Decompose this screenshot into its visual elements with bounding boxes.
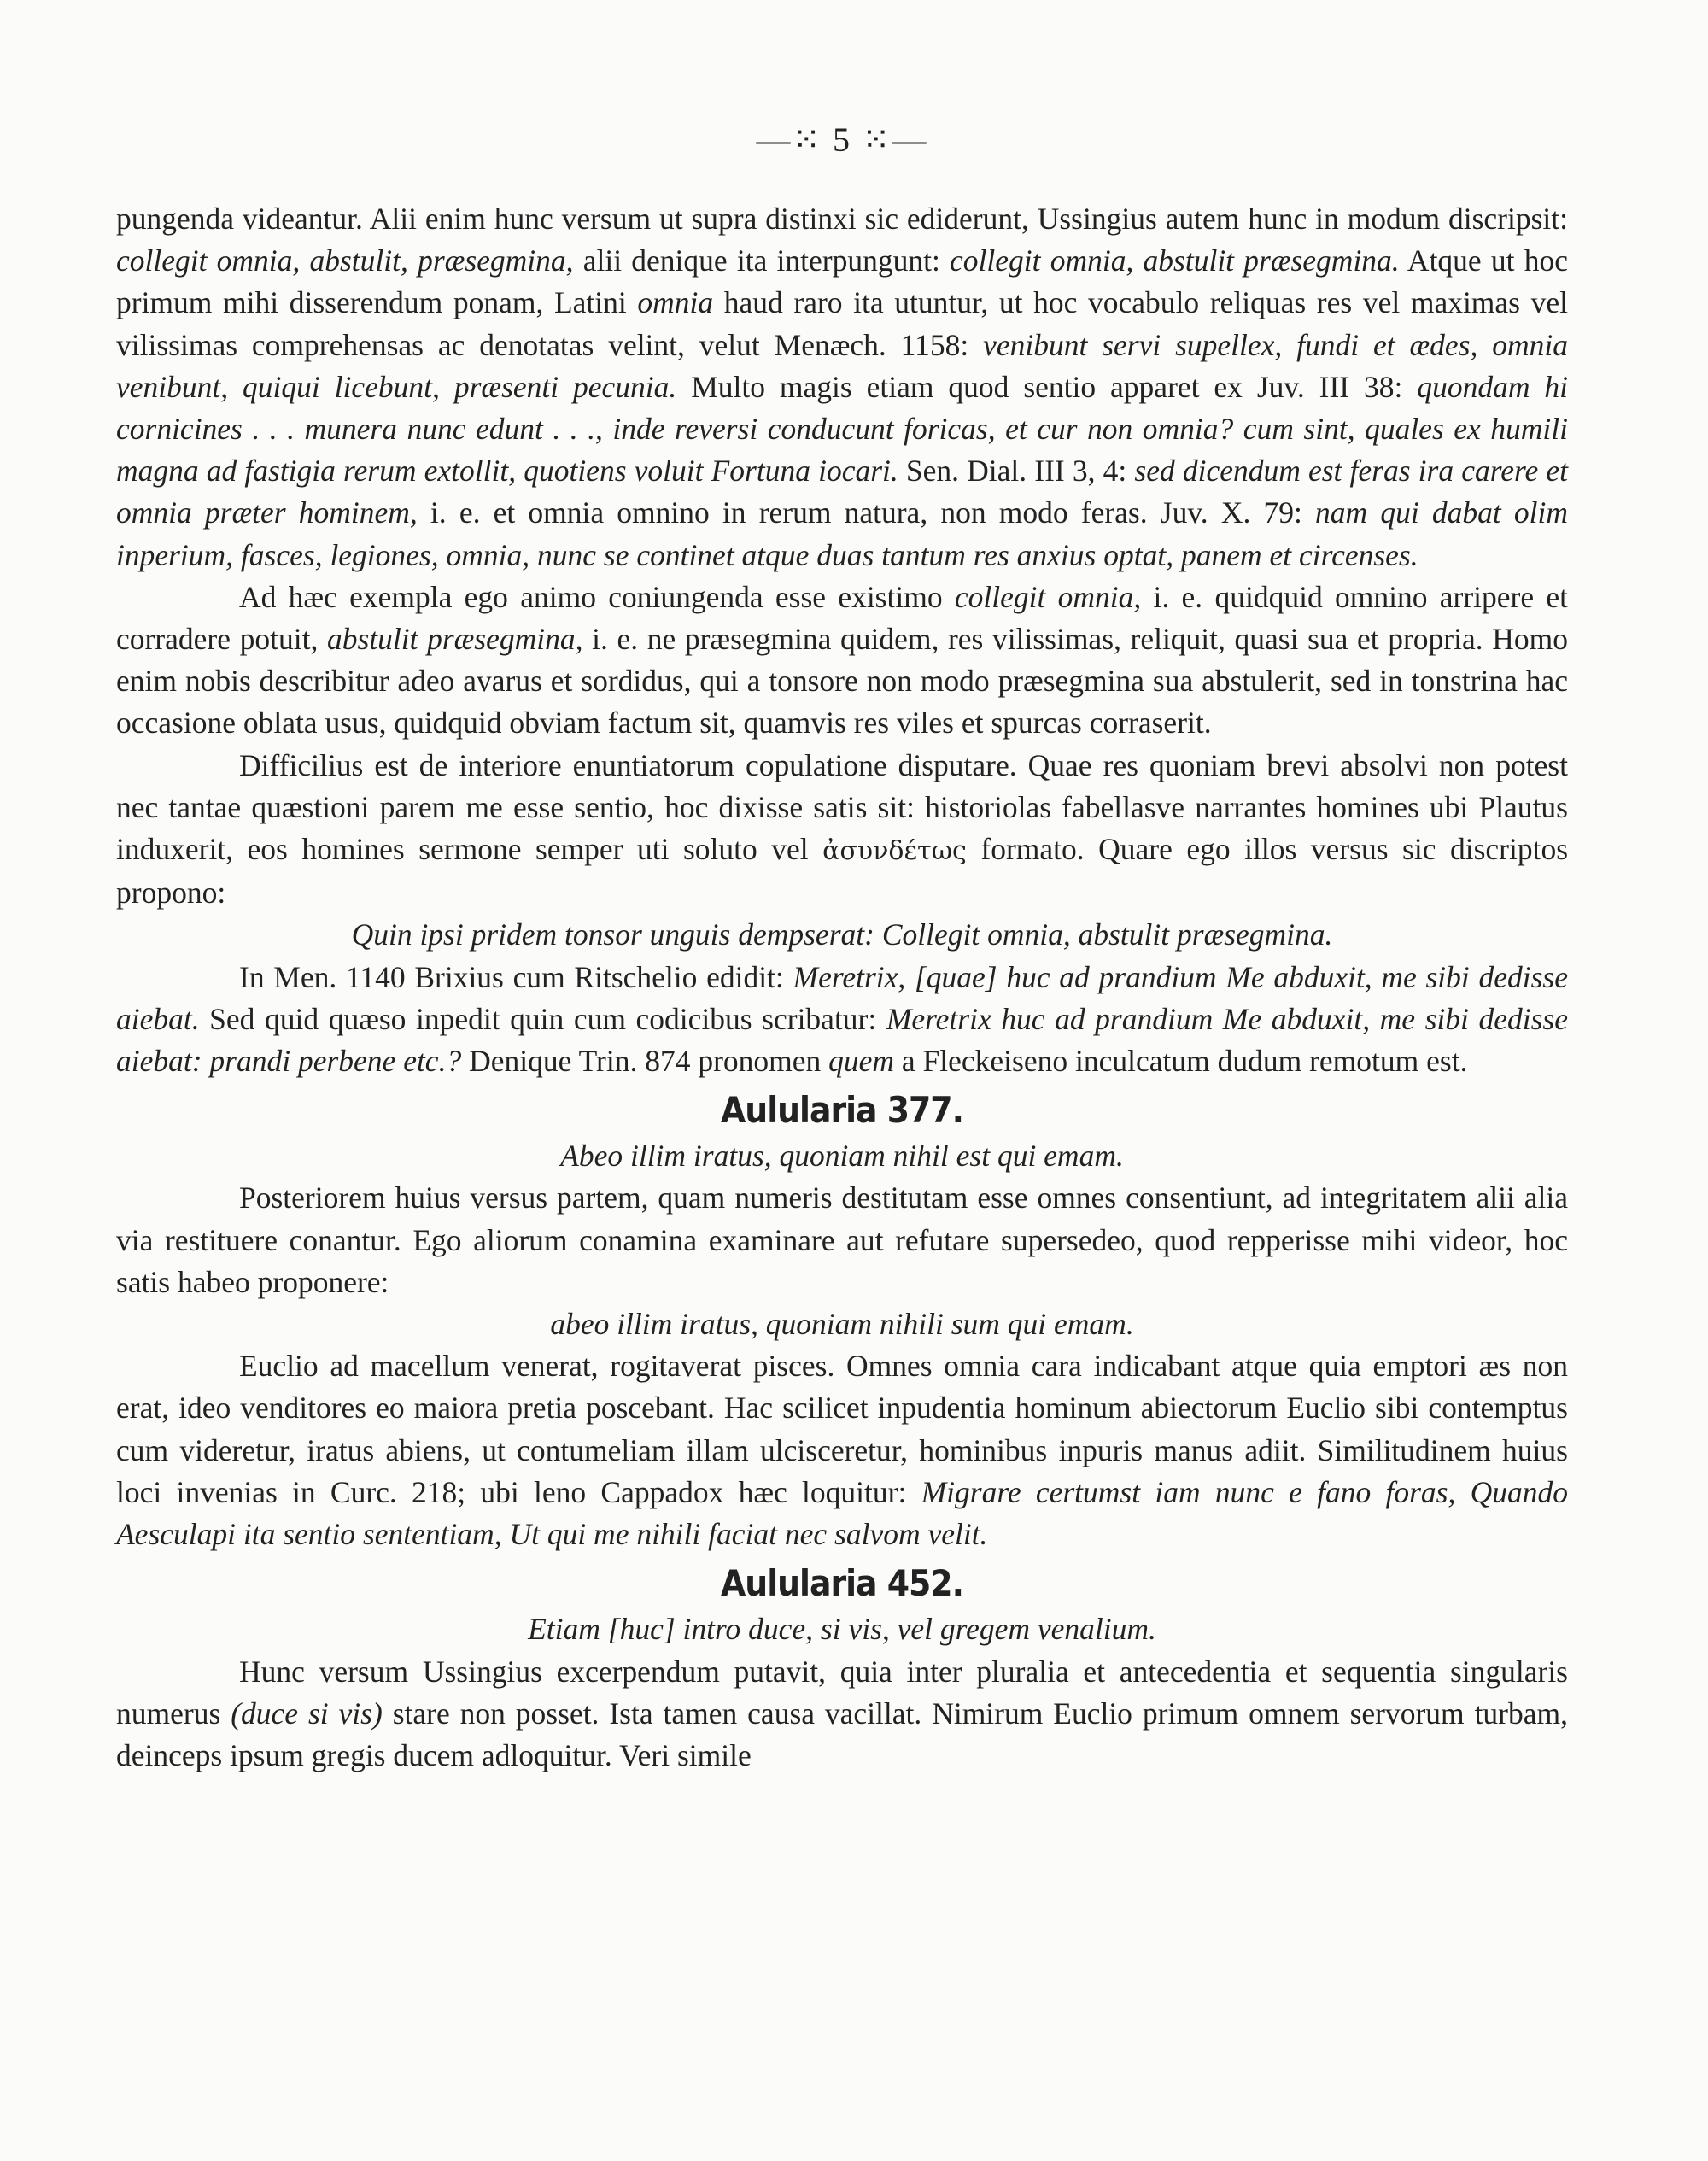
section-heading-aulularia-452: Aulularia 452. — [721, 1562, 963, 1605]
quoted-verse-3: abeo illim iratus, quoniam nihili sum qui emam. — [550, 1307, 1134, 1342]
paragraph-1: pungenda videantur. Alii enim hunc versum ut supra distinxi sic ediderunt, Ussingius autem hunc in modum discripsit: collegit omnia, abstulit, præsegmina, alii denique ita interpungunt: collegit omnia, abstulit præsegmina. Atque ut hoc primum mihi disserendum ponam, Latini omnia haud raro ita utuntur, ut hoc vocabulo reliquas res vel maximas vel vilissimas comprehensas ac denotatas velint, velut Menæch. 1158: venibunt servi supellex, fundi et ædes, omnia venibunt, quiqui licebunt, præsenti pecunia. Multo magis etiam quod sentio apparet ex Juv. III 38: quondam hi cornicines . . . munera nunc edunt . . ., inde reversi conducunt foricas, et cur non omnia? cum sint, quales ex humili magna ad fastigia rerum extollit, quotiens voluit Fortuna iocari. Sen. Dial. III 3, 4: sed dicendum est feras ira carere et omnia præter hominem, i. e. et omnia omnino in rerum natura, non modo feras. Juv. X. 79: nam qui dabat olim inperium, fasces, legiones, omnia, nunc se continet atque duas tantum res anxius optat, panem et circenses. — [116, 202, 1568, 572]
paragraph-5: Posteriorem huius versus partem, quam numeris destitutam esse omnes consentiunt, ad integritatem alii alia via restituere conantur. Ego aliorum conamina examinare aut refutare supersedeo, quod repperisse mihi videor, hoc satis habeo proponere: — [116, 1180, 1568, 1299]
greek-word: ἀσυνδέτως — [822, 836, 967, 867]
section-heading-aulularia-377: Aulularia 377. — [721, 1089, 963, 1132]
paragraph-7: Hunc versum Ussingius excerpendum putavit, quia inter pluralia et antecedentia et sequentia singularis numerus (duce si vis) stare non posset. Ista tamen causa vacillat. Nimirum Euclio primum omnem servorum turbam, deinceps ipsum gregis ducem adloquitur. Veri simile — [116, 1654, 1569, 1772]
paragraph-4: In Men. 1140 Brixius cum Ritschelio edidit: Meretrix, [quae] huc ad prandium Me abduxit, me sibi dedisse aiebat. Sed quid quæso inpedit quin cum codicibus scribatur: Meretrix huc ad prandium Me abduxit, me sibi dedisse aiebat: prandi perbene etc.? Denique Trin. 874 pronomen quem a Fleckeiseno inculcatum dudum remotum est. — [116, 959, 1569, 1079]
quoted-verse-2: Abeo illim iratus, quoniam nihil est qui emam. — [560, 1139, 1124, 1174]
paragraph-3: Difficilius est de interiore enuntiatorum copulatione disputare. Quae res quoniam brevi absolvi non potest nec tantae quæstioni parem me esse sentio, hoc dixisse satis sit: historiolas fabellasve narrantes homines ubi Plautus induxerit, eos homines sermone semper uti soluto vel ἀσυνδέτως formato. Quare ego illos versus sic discriptos propono: — [116, 747, 1569, 911]
body-text — [116, 198, 1568, 1777]
quoted-verse-4: Etiam [huc] intro duce, si vis, vel gregem venalium. — [528, 1612, 1156, 1647]
paragraph-2: Ad hæc exempla ego animo coniungenda esse existimo collegit omnia, i. e. quidquid omnino arripere et corradere potuit, abstulit præsegmina, i. e. ne præsegmina quidem, res vilissimas, reliquit, quasi sua et propria. Homo enim nobis describitur adeo avarus et sordidus, qui a tonsore non modo præsegmina sua abstulerit, sed in tonstrina hac occasione oblata usus, quidquid obviam factum sit, quamvis res viles et spurcas corraserit. — [116, 579, 1568, 741]
paragraph-6: Euclio ad macellum venerat, rogitaverat pisces. Omnes omnia cara indicabant atque quia emptori æs non erat, ideo venditores eo maiora pretia poscebant. Hac scilicet inpudentia hominum abiectorum Euclio sibi contemptus cum videretur, iratus abiens, ut contumeliam illam ulcisceretur, hominibus inpuris manus adiit. Similitudinem huius loci invenias in Curc. 218; ubi leno Cappadox hæc loquitur: Migrare certumst iam nunc e fano foras, Quando Aesculapi ita sentio sententiam, Ut qui me nihili faciat nec salvom velit. — [116, 1349, 1568, 1552]
quoted-verse-1: Quin ipsi pridem tonsor unguis dempserat: Collegit omnia, abstulit præsegmina. — [351, 917, 1333, 952]
page-number: —⁙ 5 ⁙— — [756, 120, 928, 159]
